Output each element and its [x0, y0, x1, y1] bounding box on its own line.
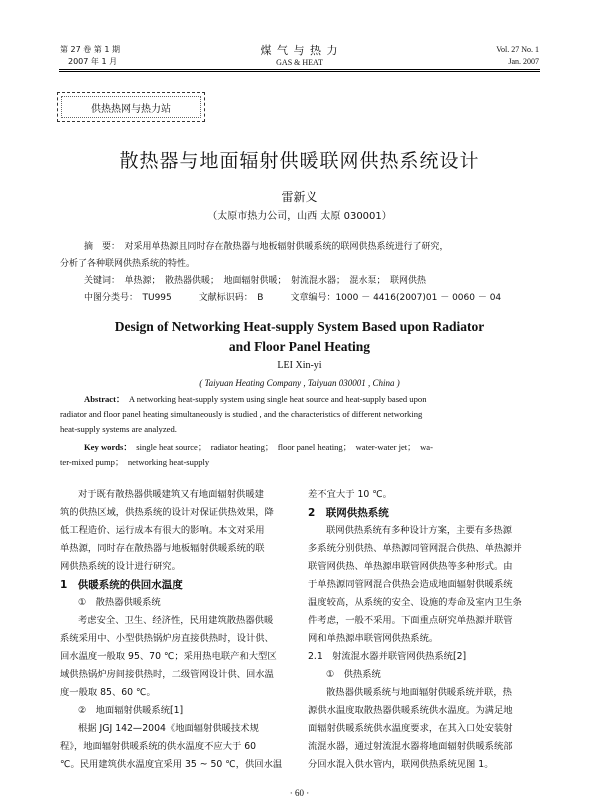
para-network-3: 联管网供热、单热源串联管网供热等多种形式。由	[308, 561, 513, 572]
classification-cn: 中图分类号： TU995 文献标识码： B 文章编号：1000 － 4416(2007)01 － 0060 － 04	[84, 293, 502, 303]
abstract-cn-line1: 摘 要： 对采用单热源且同时存在散热器与地板辐射供暖系统的联网供热系统进行了研究，	[84, 242, 449, 252]
page-number: · 60 ·	[289, 788, 310, 798]
left-column	[60, 486, 292, 774]
title-cn: 散热器与地面辐射供暖联网供热系统设计	[119, 150, 480, 172]
para-network-5: 温度较高，从系统的安全、设施的寿命及室内卫生条	[308, 597, 522, 608]
para-floor-2: 程》，地面辐射供暖系统的供水温度不应大于 60	[60, 741, 257, 752]
para-network-7: 网和单热源串联管网供热系统。	[308, 633, 439, 644]
right-column	[308, 486, 540, 774]
header-date-en: Jan. 2007	[508, 57, 539, 66]
keywords-en-label: Key words：	[84, 442, 132, 452]
para-intro-3: 低工程造价、运行成本有很大的影响。本文对采用	[60, 525, 265, 536]
para-intro-5: 网供热系统的设计进行研究。	[60, 561, 181, 572]
affiliation-cn: （太原市热力公司，山西 太原 030001）	[207, 211, 392, 222]
title-en-line2: and Floor Panel Heating	[228, 339, 371, 354]
para-intro-4: 单热源，同时存在散热器与地板辐射供暖系统的联	[60, 543, 265, 554]
column-tag: 供热热网与热力站	[91, 104, 171, 115]
para-intro-1: 对于既有散热器供暖建筑又有地面辐射供暖建	[78, 489, 264, 500]
abstract-cn-line2: 分析了各种联网供热系统的特性。	[60, 259, 196, 269]
header-date-cn: 2007 年 1 月	[68, 57, 118, 66]
para-parallel-4: 流混水器，通过射流混水器将地面辐射供暖系统部	[308, 741, 513, 752]
para-parallel-1: 散热器供暖系统与地面辐射供暖系统并联，热	[326, 687, 512, 698]
para-parallel-2: 源供水温度取散热器供暖系统供水温度。为满足地	[308, 705, 513, 716]
section-heading-2: 2 联网供热系统	[308, 507, 389, 519]
header-volume-en: Vol. 27 No. 1	[496, 45, 539, 54]
header-rule	[59, 69, 540, 70]
section-heading-1: 1 供暖系统的供回水温度	[60, 579, 183, 591]
keywords-en-line2: ter-mixed pump； networking heat-supply	[60, 457, 210, 467]
para-parallel-3: 面辐射供暖系统供水温度要求，在其入口处安装射	[308, 723, 513, 734]
author-cn: 雷新义	[281, 190, 318, 204]
author-en: LEI Xin-yi	[277, 360, 322, 371]
affiliation-en: ( Taiyuan Heating Company , Taiyuan 030001 , China )	[199, 378, 400, 388]
para-network-1: 联网供热系统有多种设计方案，主要有多热源	[326, 525, 512, 536]
subheading-floor: ② 地面辐射供暖系统[1]	[78, 705, 184, 716]
para-radiator-2: 系统采用中、小型供热锅炉房直接供热时，设计供、	[60, 633, 274, 644]
subheading-heating-system: ① 供热系统	[326, 669, 381, 680]
para-radiator-4: 域供热锅炉房间接供热时，二级管网设计供、回水温	[60, 669, 274, 680]
abstract-en-label: Abstract：	[84, 394, 125, 404]
journal-title-cn: 煤 气 与 热 力	[260, 44, 339, 57]
keywords-cn: 关键词： 单热源； 散热器供暖； 地面辐射供暖； 射流混水器； 混水泵； 联网供热	[84, 276, 427, 286]
para-floor-3: ℃。民用建筑供水温度宜采用 35 ~ 50 ℃，供回水温	[60, 759, 283, 770]
abstract-en-line3: heat-supply systems are analyzed.	[60, 424, 177, 434]
journal-title-en: GAS & HEAT	[276, 58, 323, 67]
para-network-6: 件考虑，一般不采用。下面重点研究单热源并联管	[308, 615, 513, 626]
para-intro-2: 筑的供热区域，供热系统的设计对保证供热效果，降	[60, 507, 274, 518]
para-floor-4: 差不宜大于 10 ℃。	[308, 489, 392, 500]
abstract-en-line1	[84, 392, 540, 408]
para-radiator-5: 度一般取 85、60 ℃。	[60, 687, 156, 698]
para-radiator-3: 回水温度一般取 95、70 ℃；采用热电联产和大型区	[60, 651, 277, 662]
title-en-line1: Design of Networking Heat-supply System Based upon Radiator	[114, 319, 485, 334]
abstract-en-line2: radiator and floor panel heating simultaneously is studied , and the characteristics of different networking	[60, 409, 423, 419]
abstract-en-text-1: A networking heat-supply system using single heat source and heat-supply based upon	[128, 394, 427, 404]
para-floor-1: 根据 JGJ 142—2004《地面辐射供暖技术规	[78, 723, 259, 734]
para-parallel-5: 分回水混入供水管内，联网供热系统见图 1。	[308, 759, 494, 770]
header-volume-cn: 第 27 卷 第 1 期	[60, 45, 120, 54]
keywords-en-text-1: single heat source； radiator heating； floor panel heating； water-water jet； wa-	[136, 442, 433, 452]
para-network-2: 多系统分别供热、单热源同管网混合供热、单热源并	[308, 543, 522, 554]
para-radiator-1: 考虑安全、卫生、经济性，民用建筑散热器供暖	[78, 615, 274, 626]
para-network-4: 于单热源同管网混合供热会造成地面辐射供暖系统	[308, 579, 513, 590]
column-tag-box	[57, 92, 205, 122]
subheading-radiator: ① 散热器供暖系统	[78, 597, 161, 608]
header-rule-2	[59, 71, 540, 72]
subsection-heading-2-1: 2.1 射流混水器并联管网供热系统[2]	[308, 651, 467, 662]
keywords-en-line1	[84, 440, 540, 456]
